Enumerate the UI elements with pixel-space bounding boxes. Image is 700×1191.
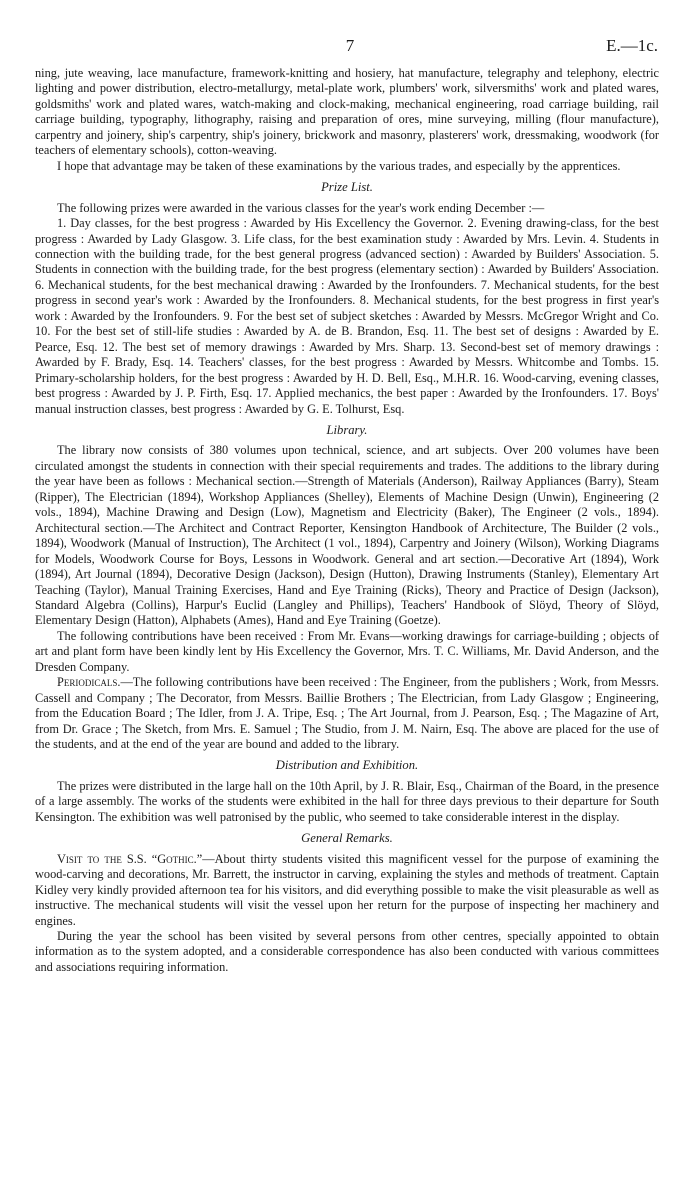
paragraph-periodicals (35, 675, 659, 752)
section-heading-distribution: Distribution and Exhibition. (275, 758, 419, 773)
paragraph-prizes-list: 1. Day classes, for the best progress : Awarded by His Excellency the Governor. 2. Evening drawing-class, for the best progress : Awarded by Lady Glasgow. 3. Life class, for the best examination study : Awarded by Mrs. Levin. 4. Students in connection with the building trade, for the best general progress (advanced section) : Awarded by Builders' Association. 5. Students in connection with the building trade, for the best progress (elementary section) : Awarded by Builders' Association. 6. Mechanical students, for the best mechanical drawing : Awarded by the Ironfounders. 7. Mechanical students, for the best progress in second year's work : Awarded by the Ironfounders. 8. Mechanical students, for the best progress in first year's work : Awarded by the Ironfounders. 9. For the best set of subject sketches : Awarded by Messrs. McGregor Wright and Co. 10. For the best set of still-life studies : Awarded by A. de B. Brandon, Esq. 11. The best set of designs : Awarded by E. Pearce, Esq. 12. The best set of memory drawings : Awarded by Mrs. Sharp. 13. Second-best set of memory drawings : Awarded by F. Brady, Esq. 14. Teachers' classes, for the best progress : Awarded by Messrs. Whitcombe and Tombs. 15. Primary-scholarship holders, for the best progress : Awarded by H. D. Bell, Esq., M.H.R. 16. Wood-carving, evening classes, best progress : Awarded by J. P. Firth, Esq. 17. Applied mechanics, the best paper : Awarded by the Ironfounders. 17. Boys' manual instruction classes, best progress : Awarded by G. E. Tolhurst, Esq. (35, 216, 659, 416)
paragraph-prizes-intro: The following prizes were awarded in the various classes for the year's work ending December :— (57, 200, 545, 215)
section-heading-library: Library. (326, 422, 368, 437)
gothic-visit-lead: Visit to the S.S. “Gothic.” (57, 851, 203, 866)
periodicals-text: —The following contributions have been received : The Engineer, from the publishers ; Work, from Messrs. Cassell and Company ; The Decorator, from Messrs. Baillie Brothers ; The Electrician, from Lady Glasgow ; Engineering, from the Education Board ; The Idler, from J. A. Tripe, Esq. ; The Art Journal, from J. Pearson, Esq. ; The Magazine of Art, from Dr. Grace ; The Sketch, from Mrs. E. Samuel ; The Studio, from J. M. Nairn, Esq. The above are placed for the use of the students, and at the end of the year are bound and added to the library. (35, 675, 659, 752)
paragraph-examinations: I hope that advantage may be taken of these examinations by the various trades, and especially by the apprentices. (57, 158, 621, 173)
gothic-visit-text: —About thirty students visited this magnificent vessel for the purpose of examining the wood-carving and decorations, Mr. Barrett, the instructor in carving, explaining the styles and methods of treatment. Captain Kidley very kindly provided afternoon tea for his visitors, and did everything possible to make the visit pleasurable as well as instructive. The mechanical students will visit the vessel upon her return for the purpose of inspecting her machinery and engines. (35, 851, 659, 928)
document-reference: E.—1c. (606, 36, 658, 55)
document-body (35, 66, 659, 975)
paragraph-gothic-visit (35, 852, 659, 929)
paragraph-trades-list: ning, jute weaving, lace manufacture, framework-knitting and hosiery, hat manufacture, telegraphy and telephony, electric lighting and power distribution, electro-metallurgy, metal-plate work, plumbers' work, silversmiths' work and plated wares, goldsmiths' work and plated wares, watch-making and clock-making, mechanical engineering, road carriage building, rail carriage building, typography, lithography, raising and preparation of ores, mine surveying, milling (flour manufacture), carpentry and joinery, ship's carpentry, ship's joinery, brickwork and masonry, plasterers' work, dressmaking, woodwork (for teachers of elementary schools), cotton-weaving. (35, 66, 659, 158)
periodicals-lead: Periodicals. (57, 675, 121, 690)
paragraph-library: The library now consists of 380 volumes upon technical, science, and art subjects. Over 200 volumes have been circulated amongst the students in connection with their special requirements and trades. The additions to the library during the year have been as follows : Mechanical section.—Strength of Materials (Anderson), Railway Appliances (Barry), Steam (Ripper), The Electrician (1894), Workshop Appliances (Shelley), Elements of Machine Design (Unwin), Engineering (2 vols., 1894), Machine Drawing and Design (Low), Magnetism and Electricity (Baker), The Engineer (2 vols., 1894). Architectural section.—The Architect and Contract Reporter, Kensington Handbook of Architecture, The Builder (2 vols., 1894), Woodwork (Manual of Instruction), The Architect (1 vol., 1894), Carpentry and Joinery (Wilson), Working Diagrams for Models, Woodwork Course for Boys, Lessons in Woodwork. General and art section.—Decorative Art (1894), Work (1894), Art Journal (1894), Decorative Design (Jackson), Design (Hutton), Drawing Instruments (Stanley), Elementary Art Teaching (Taylor), Manual Training Exercises, Hand and Eye Training (Ricks), Theory and Practice of Design (Jackson), Standard Algebra (Collins), Harpur's Euclid (Langley and Phillips), Teachers' Handbook of Slöyd, Theory of Slöyd, Elementary Design (Hatton), Alphabets (Ames), Hand and Eye Training (Goetze). (35, 443, 659, 628)
paragraph-contributions: The following contributions have been received : From Mr. Evans—working drawings for carriage-building ; objects of art and plant form have been kindly lent by His Excellency the Governor, Mrs. T. C. Williams, Mr. David Anderson, and the Dresden Company. (35, 628, 659, 674)
paragraph-distribution: The prizes were distributed in the large hall on the 10th April, by J. R. Blair, Esq., Chairman of the Board, in the presence of a large assembly. The works of the students were exhibited in the hall for three days previous to their departure for South Kensington. The exhibition was well patronised by the public, who seemed to take considerable interest in the display. (35, 778, 659, 824)
paragraph-school-visits: During the year the school has been visited by several persons from other centres, specially appointed to obtain information as to the system adopted, and a considerable correspondence has also been conducted with various committees and associations requiring information. (35, 929, 659, 974)
section-heading-general-remarks: General Remarks. (301, 831, 393, 846)
section-heading-prize-list: Prize List. (321, 180, 373, 195)
page-number: 7 (345, 36, 355, 55)
